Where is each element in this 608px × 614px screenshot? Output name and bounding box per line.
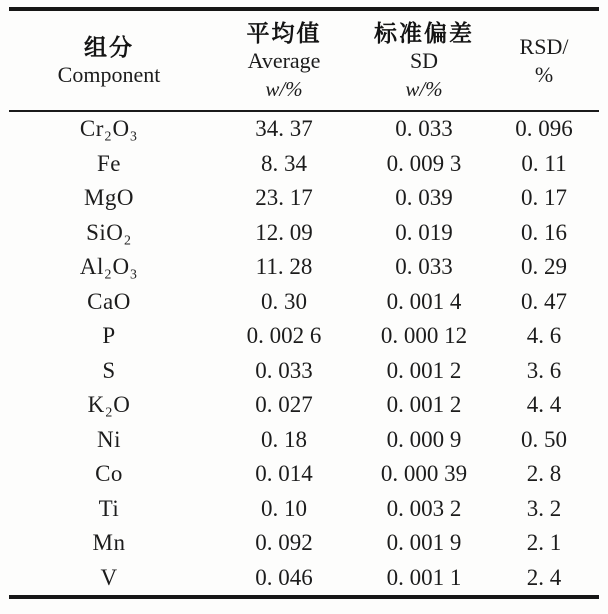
cell-average: 0. 30	[261, 288, 307, 314]
cell-average: 11. 28	[255, 254, 313, 280]
cell-component: Cr₂O₃	[79, 116, 139, 142]
cell-average: 0. 092	[255, 530, 313, 556]
table-row	[9, 147, 599, 182]
cell-component: Al₂O₃	[79, 254, 139, 280]
cell-rsd: 4. 6	[526, 323, 562, 349]
col-header-rsd	[489, 11, 599, 111]
table-row	[9, 388, 599, 423]
cell-sd: 0. 000 9	[386, 426, 462, 452]
sd-header-zh: 标准偏差	[374, 19, 474, 46]
cell-sd: 0. 001 1	[386, 564, 462, 590]
rsd-header-line1: RSD/	[519, 33, 569, 59]
cell-sd: 0. 019	[395, 219, 453, 245]
cell-component: P	[102, 323, 116, 349]
table-bottom-rule	[9, 595, 599, 599]
composition-table	[9, 11, 599, 595]
cell-sd: 0. 009 3	[386, 150, 462, 176]
cell-rsd: 0. 50	[521, 426, 567, 452]
cell-average: 0. 10	[261, 495, 307, 521]
table-row	[9, 423, 599, 458]
cell-component: MgO	[83, 185, 135, 211]
cell-average: 34. 37	[255, 116, 313, 142]
cell-average: 8. 34	[261, 150, 307, 176]
cell-average: 0. 027	[255, 392, 313, 418]
table-row	[9, 319, 599, 354]
cell-component: Co	[95, 461, 123, 487]
table-row	[9, 250, 599, 285]
cell-component: SiO₂	[86, 219, 132, 245]
sd-header-unit: w/%	[405, 76, 443, 101]
cell-rsd: 2. 1	[526, 530, 562, 556]
cell-sd: 0. 001 4	[386, 288, 462, 314]
table-header	[9, 11, 599, 111]
table-row	[9, 492, 599, 527]
cell-rsd: 3. 6	[526, 357, 562, 383]
cell-rsd: 0. 11	[521, 150, 567, 176]
cell-sd: 0. 033	[395, 254, 453, 280]
cell-component: V	[100, 564, 118, 590]
table-row	[9, 181, 599, 216]
table-row	[9, 354, 599, 389]
cell-sd: 0. 003 2	[386, 495, 462, 521]
average-header-zh: 平均值	[246, 19, 322, 46]
cell-component: S	[102, 357, 116, 383]
cell-rsd: 4. 4	[526, 392, 562, 418]
cell-average: 0. 18	[261, 426, 307, 452]
col-header-component	[9, 11, 209, 111]
table-row	[9, 111, 599, 147]
cell-component: Ti	[98, 495, 120, 521]
cell-sd: 0. 001 9	[386, 530, 462, 556]
cell-sd: 0. 000 39	[380, 461, 468, 487]
table-row	[9, 285, 599, 320]
cell-average: 0. 046	[255, 564, 313, 590]
cell-sd: 0. 000 12	[380, 323, 468, 349]
header-row	[9, 11, 599, 111]
average-header-en: Average	[247, 47, 321, 73]
table-body	[9, 111, 599, 595]
cell-component: Mn	[92, 530, 126, 556]
cell-component: K₂O	[87, 392, 131, 418]
cell-sd: 0. 039	[395, 185, 453, 211]
cell-average: 0. 033	[255, 357, 313, 383]
rsd-header-line2: %	[534, 61, 554, 87]
cell-rsd: 0. 17	[521, 185, 567, 211]
cell-sd: 0. 033	[395, 116, 453, 142]
cell-sd: 0. 001 2	[386, 357, 462, 383]
table-row	[9, 526, 599, 561]
component-header-zh: 组分	[84, 33, 134, 60]
cell-average: 0. 002 6	[246, 323, 322, 349]
cell-rsd: 0. 16	[521, 219, 567, 245]
sd-header-en: SD	[409, 47, 439, 73]
col-header-average	[209, 11, 359, 111]
cell-component: Fe	[97, 150, 121, 176]
table-row	[9, 457, 599, 492]
table-row	[9, 216, 599, 251]
cell-component: CaO	[87, 288, 131, 314]
cell-rsd: 2. 4	[526, 564, 562, 590]
cell-rsd: 2. 8	[526, 461, 562, 487]
col-header-sd	[359, 11, 489, 111]
cell-sd: 0. 001 2	[386, 392, 462, 418]
cell-rsd: 3. 2	[526, 495, 562, 521]
cell-component: Ni	[97, 426, 121, 452]
cell-average: 23. 17	[255, 185, 313, 211]
table-row	[9, 561, 599, 596]
cell-rsd: 0. 096	[515, 116, 573, 142]
cell-average: 12. 09	[255, 219, 313, 245]
component-header-en: Component	[57, 61, 161, 87]
average-header-unit: w/%	[265, 76, 303, 101]
cell-average: 0. 014	[255, 461, 313, 487]
cell-rsd: 0. 47	[521, 288, 567, 314]
cell-rsd: 0. 29	[521, 254, 567, 280]
